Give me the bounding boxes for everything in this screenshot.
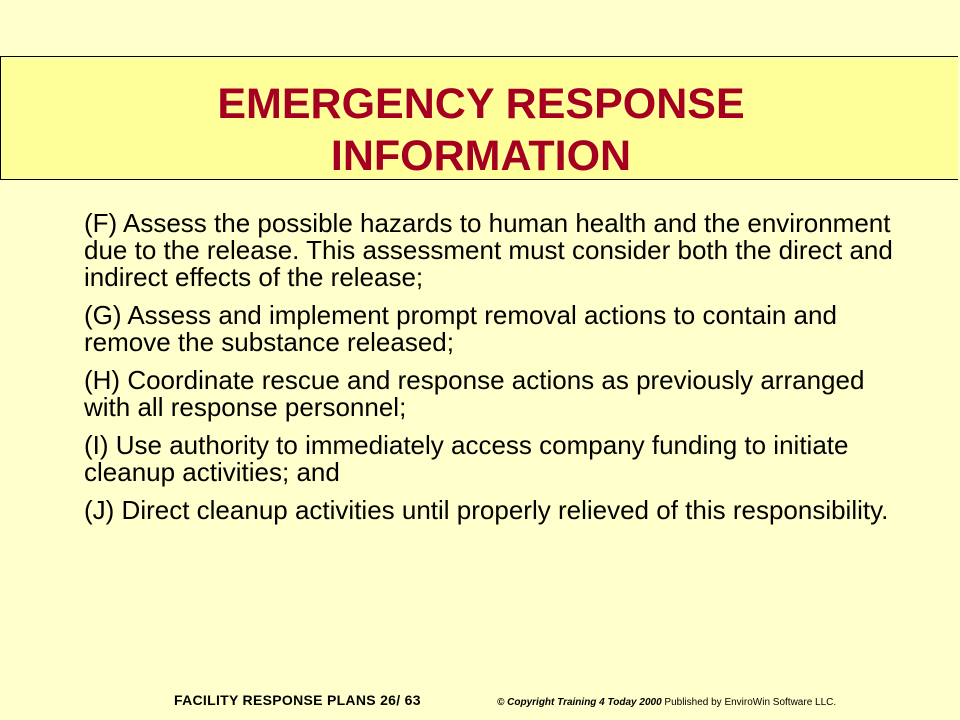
slide-title-line-2: INFORMATION: [330, 132, 632, 180]
footer-credits: [497, 697, 836, 708]
list-item-f: (F) Assess the possible hazards to human health and the environment due to the release. This assessment must consider both the direct and indirect effects of the release;: [84, 208, 893, 292]
title-banner: [0, 56, 958, 180]
list-item-i: (I) Use authority to immediately access company funding to initiate cleanup activities; and: [84, 430, 849, 487]
slide-title-line-1: EMERGENCY RESPONSE: [217, 80, 745, 128]
footer-publisher: Published by EnviroWin Software LLC.: [664, 697, 837, 708]
footer-course-page: FACILITY RESPONSE PLANS 26/ 63: [174, 692, 421, 708]
response-steps-list: [84, 210, 894, 535]
list-item-j: (J) Direct cleanup activities until properly relieved of this responsibility.: [84, 495, 889, 525]
footer-copyright: © Copyright Training 4 Today 2000: [497, 697, 662, 708]
list-item-g: (G) Assess and implement prompt removal actions to contain and remove the substance released;: [84, 300, 837, 357]
list-item-h: (H) Coordinate rescue and response actions as previously arranged with all response personnel;: [84, 365, 865, 422]
